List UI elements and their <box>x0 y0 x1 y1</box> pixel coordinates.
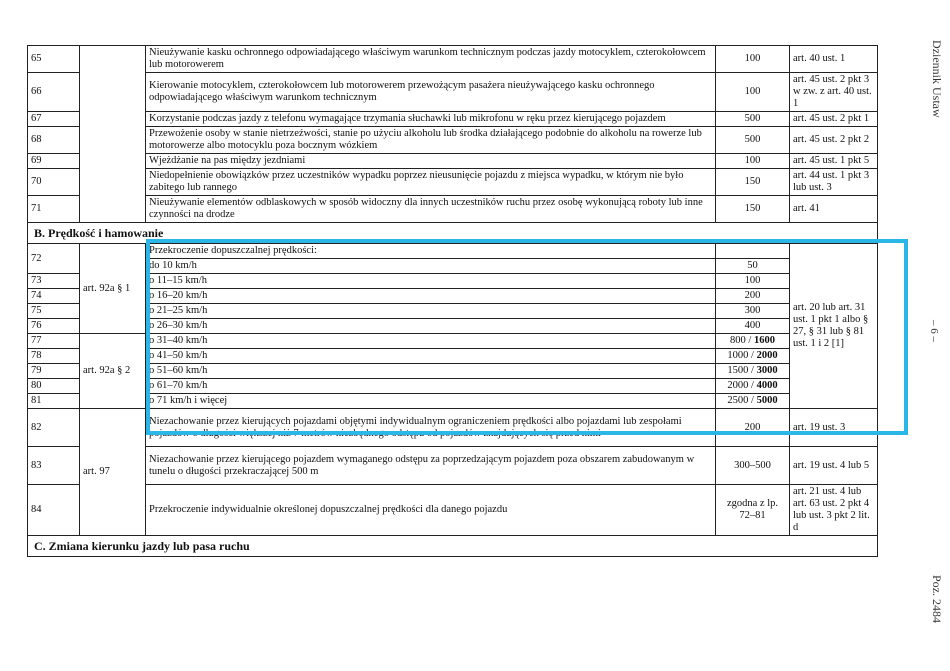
fine-repeat: 3000 <box>756 365 778 376</box>
legal-reference: art. 44 ust. 1 pkt 3 lub ust. 3 <box>790 169 878 196</box>
fine-amount: zgodna z lp. 72–81 <box>716 485 790 536</box>
legal-reference: art. 45 ust. 2 pkt 2 <box>790 127 878 154</box>
position-number: Poz. 2484 <box>930 575 944 623</box>
row-number: 74 <box>28 289 80 304</box>
fine-repeat: 1600 <box>753 335 775 346</box>
row-number: 67 <box>28 112 80 127</box>
fine-amount: 300 <box>716 304 790 319</box>
legal-reference: art. 45 ust. 2 pkt 3 w zw. z art. 40 ust. 1 <box>790 73 878 112</box>
table-row <box>28 304 878 319</box>
speed-range: do 10 km/h <box>146 259 716 274</box>
fine-amount: 150 <box>716 169 790 196</box>
page-number: – 6 – <box>928 320 940 342</box>
article-cell: art. 92a § 2 <box>80 334 146 409</box>
table-row <box>28 154 878 169</box>
row-number: 70 <box>28 169 80 196</box>
offense-description: Kierowanie motocyklem, czterokołowcem lub motorowerem przewożącym pasażera nieużywającego kasku ochronnego odpowiadającego właściwym warunkom technicznym <box>146 73 716 112</box>
speed-range: o 21–25 km/h <box>146 304 716 319</box>
row-number: 69 <box>28 154 80 169</box>
row-number: 84 <box>28 485 80 536</box>
speed-range: o 26–30 km/h <box>146 319 716 334</box>
table-row <box>28 334 878 349</box>
table-row <box>28 447 878 485</box>
fine-amount <box>716 244 790 259</box>
fine-amount: 100 <box>716 46 790 73</box>
fine-base: 1000 / <box>727 350 757 361</box>
table-row <box>28 46 878 73</box>
table-row <box>28 196 878 223</box>
fine-amount: 500 <box>716 112 790 127</box>
row-number: 68 <box>28 127 80 154</box>
row-number: 81 <box>28 394 80 409</box>
table-row <box>28 394 878 409</box>
fine-amount <box>716 379 790 394</box>
row-number: 76 <box>28 319 80 334</box>
fine-amount <box>716 334 790 349</box>
row-number: 83 <box>28 447 80 485</box>
row-number: 80 <box>28 379 80 394</box>
legal-reference: art. 19 ust. 3 <box>790 409 878 447</box>
speed-range: o 71 km/h i więcej <box>146 394 716 409</box>
row-number: 71 <box>28 196 80 223</box>
table-row <box>28 259 878 274</box>
fine-repeat: 4000 <box>756 380 778 391</box>
section-c-title: C. Zmiana kierunku jazdy lub pasa ruchu <box>28 536 878 557</box>
fine-amount <box>716 364 790 379</box>
table-row <box>28 379 878 394</box>
row-number: 82 <box>28 409 80 447</box>
legal-reference: art. 21 ust. 4 lub art. 63 ust. 2 pkt 4 lub ust. 3 pkt 2 lit. d <box>790 485 878 536</box>
fine-repeat: 2000 <box>756 350 778 361</box>
table-row <box>28 73 878 112</box>
fines-table <box>27 45 878 557</box>
fine-amount: 50 <box>716 259 790 274</box>
offense-description: Nieużywanie kasku ochronnego odpowiadającego właściwym warunkom technicznym podczas jazdy motocyklem, czterokołowcem lub motorowerem <box>146 46 716 73</box>
legal-reference: art. 45 ust. 1 pkt 5 <box>790 154 878 169</box>
article-cell: art. 97 <box>80 409 146 536</box>
section-b-title: B. Prędkość i hamowanie <box>28 223 878 244</box>
fine-repeat: 5000 <box>756 395 778 406</box>
table-row <box>28 409 878 447</box>
section-header <box>28 536 878 557</box>
offense-description: Niezachowanie przez kierującego pojazdem wymaganego odstępu za poprzedzającym pojazdem poza obszarem zabudowanym w tunelu o długości przekraczającej 500 m <box>146 447 716 485</box>
offense-description: Niedopełnienie obowiązków przez uczestników wypadku poprzez nieusunięcie pojazdu z miejsca wypadku, w którym nie było zabitego lub rannego <box>146 169 716 196</box>
table-row <box>28 274 878 289</box>
offense-description: Niezachowanie przez kierujących pojazdami objętymi indywidualnym ograniczeniem prędkości albo pojazdami lub zespołami pojazdów o długości większej niż 7 metrów niezbędnego odstępu od pojazdów znajdujących się przed nimi <box>146 409 716 447</box>
table-row <box>28 112 878 127</box>
row-number: 79 <box>28 364 80 379</box>
table-row <box>28 289 878 304</box>
offense-description: Przekroczenie dopuszczalnej prędkości: <box>146 244 716 259</box>
fine-amount: 300–500 <box>716 447 790 485</box>
legal-reference: art. 40 ust. 1 <box>790 46 878 73</box>
speed-range: o 41–50 km/h <box>146 349 716 364</box>
fine-amount <box>716 349 790 364</box>
row-number: 72 <box>28 244 80 274</box>
fine-amount: 150 <box>716 196 790 223</box>
speed-range: o 61–70 km/h <box>146 379 716 394</box>
speed-range: o 31–40 km/h <box>146 334 716 349</box>
fine-amount: 200 <box>716 409 790 447</box>
table-row <box>28 485 878 536</box>
fine-amount: 400 <box>716 319 790 334</box>
article-cell <box>80 46 146 223</box>
fine-base: 800 / <box>730 335 754 346</box>
fine-amount: 500 <box>716 127 790 154</box>
section-header <box>28 223 878 244</box>
legal-reference: art. 41 <box>790 196 878 223</box>
fine-base: 1500 / <box>727 365 757 376</box>
table-row <box>28 127 878 154</box>
row-number: 75 <box>28 304 80 319</box>
offense-description: Nieużywanie elementów odblaskowych w sposób widoczny dla innych uczestników ruchu przez osobę wykonującą roboty lub inne czynności na drodze <box>146 196 716 223</box>
row-number: 78 <box>28 349 80 364</box>
fine-amount: 100 <box>716 154 790 169</box>
legal-reference: art. 19 ust. 4 lub 5 <box>790 447 878 485</box>
legal-reference: art. 45 ust. 2 pkt 1 <box>790 112 878 127</box>
table-row <box>28 319 878 334</box>
table-row <box>28 364 878 379</box>
offense-description: Przekroczenie indywidualnie określonej dopuszczalnej prędkości dla danego pojazdu <box>146 485 716 536</box>
fine-amount: 100 <box>716 274 790 289</box>
legal-reference: art. 20 lub art. 31 ust. 1 pkt 1 albo § 27, § 31 lub § 81 ust. 1 i 2 [1] <box>790 244 878 409</box>
row-number: 66 <box>28 73 80 112</box>
fine-amount: 100 <box>716 73 790 112</box>
fine-base: 2500 / <box>727 395 757 406</box>
offense-description: Korzystanie podczas jazdy z telefonu wymagające trzymania słuchawki lub mikrofonu w ręku przez kierującego pojazdem <box>146 112 716 127</box>
offense-description: Przewożenie osoby w stanie nietrzeźwości, stanie po użyciu alkoholu lub środka działającego podobnie do alkoholu na rowerze lub motorowerze albo motocyklu poza bocznym wózkiem <box>146 127 716 154</box>
fine-base: 2000 / <box>727 380 757 391</box>
fine-amount: 200 <box>716 289 790 304</box>
table-row <box>28 349 878 364</box>
speed-range: o 16–20 km/h <box>146 289 716 304</box>
offense-description: Wjeżdżanie na pas między jezdniami <box>146 154 716 169</box>
row-number: 77 <box>28 334 80 349</box>
journal-title: Dziennik Ustaw <box>930 40 944 118</box>
speed-range: o 11–15 km/h <box>146 274 716 289</box>
table-row <box>28 169 878 196</box>
table-row <box>28 244 878 259</box>
row-number: 73 <box>28 274 80 289</box>
row-number: 65 <box>28 46 80 73</box>
speed-range: o 51–60 km/h <box>146 364 716 379</box>
article-cell: art. 92a § 1 <box>80 244 146 334</box>
fine-amount <box>716 394 790 409</box>
